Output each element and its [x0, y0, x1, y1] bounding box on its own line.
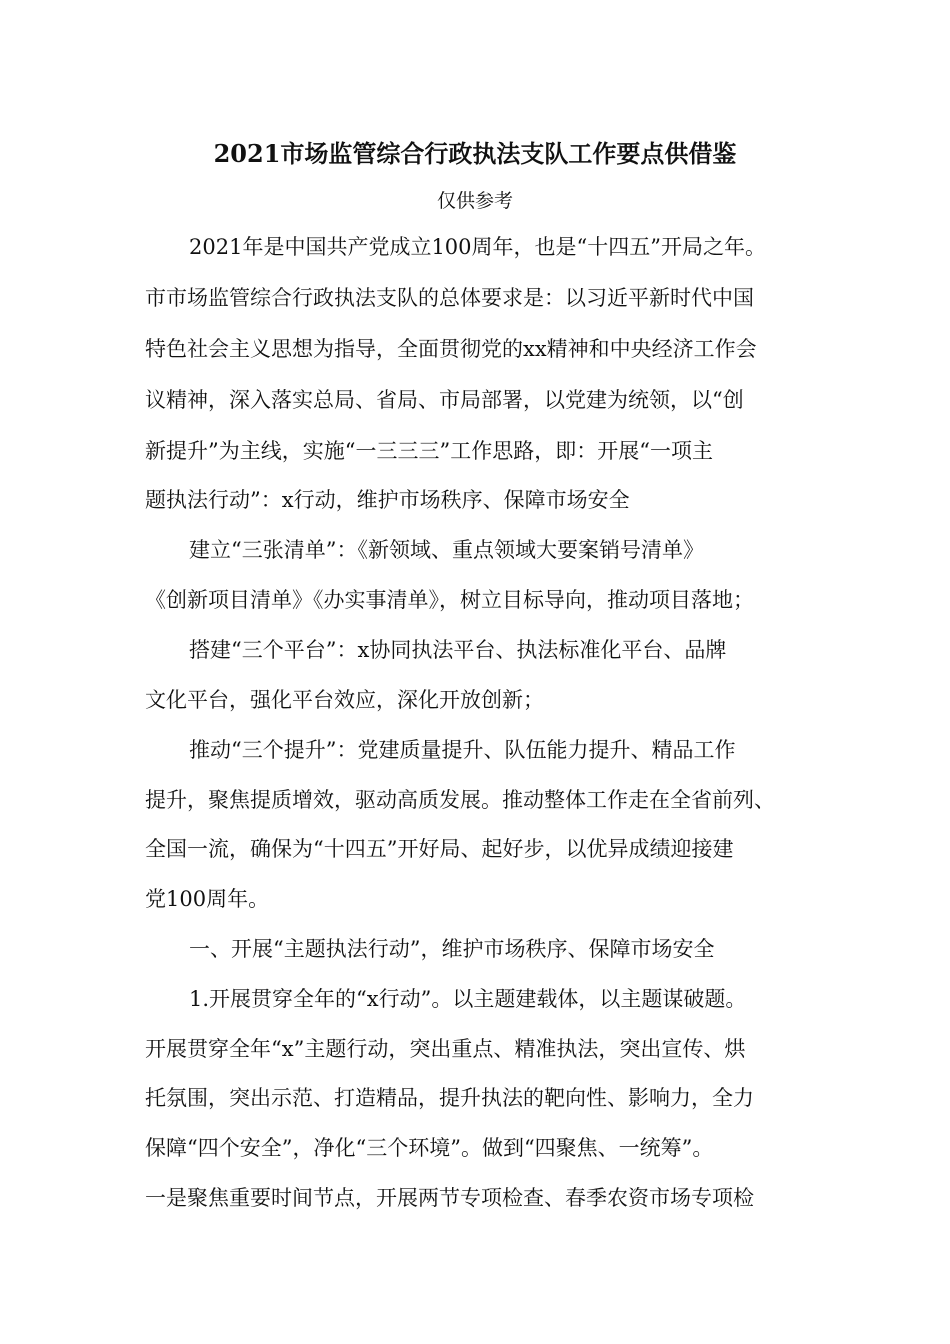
paragraph-line: 市市场监管综合行政执法支队的总体要求是：以习近平新时代中国 — [145, 286, 754, 310]
section-heading: 一、开展“主题执法行动”，维护市场秩序、保障市场安全 — [189, 937, 715, 961]
paragraph-line: 搭建“三个平台”：x协同执法平台、执法标准化平台、品牌 — [189, 638, 727, 662]
paragraph-line: 议精神，深入落实总局、省局、市局部署，以党建为统领，以“创 — [145, 388, 744, 412]
paragraph-line: 《创新项目清单》《办实事清单》，树立目标导向，推动项目落地； — [145, 588, 754, 612]
paragraph-line: 保障“四个安全”，净化“三个环境”。做到“四聚焦、一统筹”。 — [145, 1136, 714, 1160]
document-title: 2021市场监管综合行政执法支队工作要点供借鉴 — [213, 139, 737, 168]
paragraph-line: 提升，聚焦提质增效，驱动高质发展。推动整体工作走在全省前列、 — [145, 788, 775, 812]
paragraph-line: 托氛围，突出示范、打造精品，提升执法的靶向性、影响力，全力 — [145, 1086, 754, 1110]
paragraph-line: 2021年是中国共产党成立100周年，也是“十四五”开局之年。 — [189, 235, 766, 259]
paragraph-line: 特色社会主义思想为指导，全面贯彻党的xx精神和中央经济工作会 — [145, 337, 757, 361]
paragraph-line: 建立“三张清单”：《新领域、重点领域大要案销号清单》 — [189, 538, 704, 562]
paragraph-line: 全国一流，确保为“十四五”开好局、起好步，以优异成绩迎接建 — [145, 837, 734, 861]
document-subtitle: 仅供参考 — [436, 190, 513, 212]
paragraph-line: 推动“三个提升”：党建质量提升、队伍能力提升、精品工作 — [189, 738, 736, 762]
paragraph-line: 文化平台，强化平台效应，深化开放创新； — [145, 688, 544, 712]
paragraph-line: 1.开展贯穿全年的“x行动”。以主题建载体，以主题谋破题。 — [189, 987, 747, 1011]
paragraph-line: 开展贯穿全年“x”主题行动，突出重点、精准执法，突出宣传、烘 — [145, 1037, 746, 1061]
paragraph-line: 题执法行动”：x行动，维护市场秩序、保障市场安全 — [145, 488, 630, 512]
paragraph-line: 一是聚焦重要时间节点，开展两节专项检查、春季农资市场专项检 — [145, 1186, 754, 1210]
paragraph-line: 党100周年。 — [145, 887, 270, 911]
paragraph-line: 新提升”为主线，实施“一三三三”工作思路，即：开展“一项主 — [145, 439, 713, 463]
